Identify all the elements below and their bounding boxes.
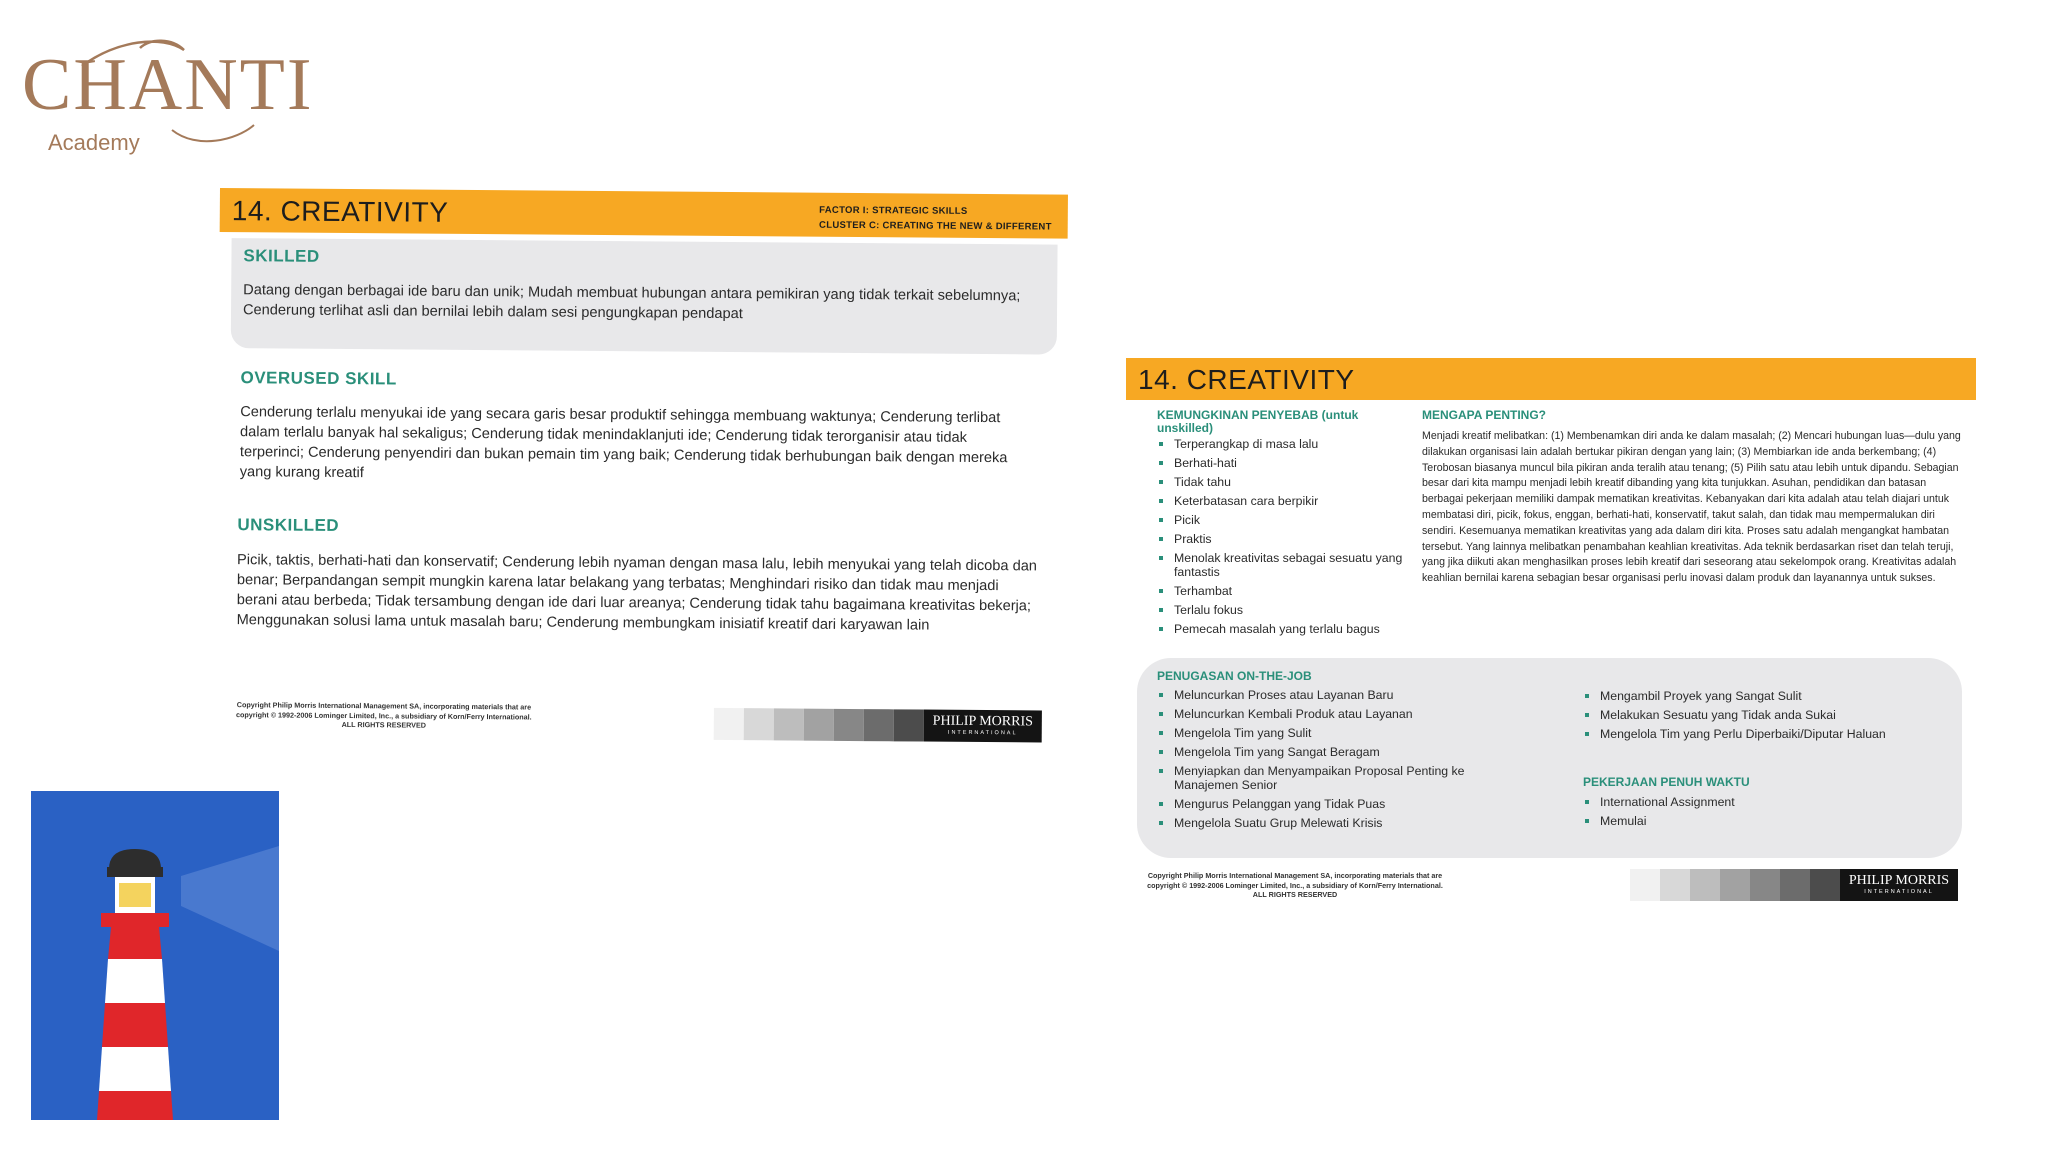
right-copyright-line1: Copyright Philip Morris International Management SA, incorporating materials that are <box>1147 871 1443 880</box>
why-text: Menjadi kreatif melibatkan: (1) Membenamkan diri anda ke dalam masalah; (2) Mencari hubungan luas—dulu yang dilakukan organisasi lain adalah bertukar pikiran dengan yang lain; (3) Membiarkan ide anda berkembang; (4) Terobosan biasanya muncul bila pikiran anda teralih atau tenang; (5) Pilih satu atau lebih untuk dipandu. Sebagian besar dari kita mampu menjadi lebih kreatif dibanding yang kita tunjukkan. Asuhan, pendidikan dan batasan berbagai pekerjaan memiliki dampak mematikan kreativitas. Kebanyakan dari kita adalah atau telah diajari untuk membatasi diri, picik, fokus, enggan, berhati-hati, konservatif, takut salah, dan tidak mau mempermalukan diri sendiri. Kesemuanya mematikan kreativitas yang ada dalam diri kita. Proses satu adalah mengangkat hambatan tersebut. Yang lainnya melibatkan penambahan keahlian kreativitas. Ada teknik berdasarkan riset dan telah teruji, yang jika diikuti akan menghasilkan proses lebih kreatif dari seseorang atau sekelompok orang. Kreativitas adalah keahlian bernilai karena sebagian besar organisasi perlu inovasi dalam produk dan layanannya untuk sukses. <box>1422 430 1961 585</box>
list-item: Mengelola Tim yang Sulit <box>1157 726 1487 740</box>
list-item: Meluncurkan Proses atau Layanan Baru <box>1157 688 1487 702</box>
fulltime-heading: PEKERJAAN PENUH WAKTU <box>1583 775 1750 789</box>
fulltime-list <box>1583 795 1903 833</box>
causes-list <box>1157 437 1412 641</box>
right-title-banner <box>1126 358 1976 400</box>
logo-sub: Academy <box>48 130 140 155</box>
left-competency-card <box>214 188 1073 755</box>
list-item: Menyiapkan dan Menyampaikan Proposal Penting ke Manajemen Senior <box>1157 764 1487 792</box>
right-card-title: 14. CREATIVITY <box>1138 364 1355 395</box>
right-pm-name: PHILIP MORRIS <box>1848 873 1950 888</box>
left-pm-sub: INTERNATIONAL <box>947 729 1018 737</box>
left-copyright-line3: ALL RIGHTS RESERVED <box>341 719 427 730</box>
list-item: Mengurus Pelanggan yang Tidak Puas <box>1157 797 1487 811</box>
jobs-left-list <box>1157 688 1487 835</box>
list-item: Praktis <box>1157 532 1412 546</box>
list-item: Mengelola Tim yang Perlu Diperbaiki/Diputar Haluan <box>1583 727 1903 741</box>
why-heading: MENGAPA PENTING? <box>1422 408 1547 422</box>
list-item: Mengelola Tim yang Sangat Beragam <box>1157 745 1487 759</box>
list-item: Tidak tahu <box>1157 475 1412 489</box>
list-item: Mengambil Proyek yang Sangat Sulit <box>1583 689 1903 703</box>
jobs-heading: PENUGASAN ON-THE-JOB <box>1157 669 1312 683</box>
unskilled-text: Picik, taktis, berhati-hati dan konservatif; Cenderung lebih nyaman dengan masa lalu, lebih menyukai yang telah dicoba dan benar; Berpandangan sempit mungkin karena latar belakang yang terbatas; Menghindari risiko dan tidak mau menjadi berani atau berbeda; Tidak tersambung dengan ide dari luar areanya; Cenderung tidak tahu bagaimana kreativitas bekerja; Menggunakan solusi lama untuk masalah baru; Cenderung membungkam inisiatif kreatif dari karyawan lain <box>236 552 1038 634</box>
jobs-right-list <box>1583 689 1903 746</box>
right-pm-logo <box>1840 869 1958 901</box>
right-copyright-line2: copyright © 1992-2006 Lominger Limited, Inc., a subsidiary of Korn/Ferry International. <box>1147 880 1443 890</box>
left-copyright-line2: copyright © 1992-2006 Lominger Limited, Inc., a subsidiary of Korn/Ferry International. <box>235 709 532 721</box>
list-item: International Assignment <box>1583 795 1903 809</box>
factor-label: FACTOR I: STRATEGIC SKILLS <box>819 204 968 217</box>
right-copyright-line3: ALL RIGHTS RESERVED <box>1252 890 1338 899</box>
left-title-banner <box>220 188 1068 239</box>
list-item: Pemecah masalah yang terlalu bagus <box>1157 622 1412 636</box>
skilled-heading: SKILLED <box>243 246 320 266</box>
left-pm-logo <box>924 710 1042 743</box>
list-item: Meluncurkan Kembali Produk atau Layanan <box>1157 707 1487 721</box>
list-item: Terhambat <box>1157 584 1412 598</box>
skilled-text: Datang dengan berbagai ide baru dan unik; Mudah membuat hubungan antara pemikiran yang tidak terkait sebelumnya; Cenderung terlihat asli dan bernilai lebih dalam sesi pengungkapan pendapat <box>242 282 1021 323</box>
left-copyright <box>214 700 554 731</box>
list-item: Memulai <box>1583 814 1903 828</box>
list-item: Picik <box>1157 513 1412 527</box>
list-item: Keterbatasan cara berpikir <box>1157 494 1412 508</box>
chanti-academy-logo <box>22 30 322 160</box>
left-card-title: 14. CREATIVITY <box>231 195 449 228</box>
list-item: Terlalu fokus <box>1157 603 1412 617</box>
list-item: Melakukan Sesuatu yang Tidak anda Sukai <box>1583 708 1903 722</box>
left-copyright-line1: Copyright Philip Morris International Management SA, incorporating materials that are <box>236 700 532 712</box>
factor-cluster-label <box>819 203 1052 235</box>
right-philip-morris-bar <box>1630 869 1958 901</box>
list-item: Berhati-hati <box>1157 456 1412 470</box>
right-copyright <box>1125 871 1465 900</box>
causes-heading: KEMUNGKINAN PENYEBAB (untuk unskilled) <box>1157 408 1359 435</box>
right-pm-sub: INTERNATIONAL <box>1864 889 1934 895</box>
overused-heading: OVERUSED SKILL <box>240 368 397 389</box>
cluster-label: CLUSTER C: CREATING THE NEW & DIFFERENT <box>819 219 1052 233</box>
left-philip-morris-bar <box>714 708 1042 743</box>
list-item: Mengelola Suatu Grup Melewati Krisis <box>1157 816 1487 830</box>
left-pm-name: PHILIP MORRIS <box>932 713 1034 730</box>
right-competency-card <box>1125 358 1977 908</box>
logo-word: CHANTI <box>22 44 314 126</box>
overused-text: Cenderung terlalu menyukai ide yang secara garis besar produktif sehingga membuang waktunya; Cenderung terlibat dalam terlalu banyak hal sekaligus; Cenderung tidak menindaklanjuti ide; Cenderung tidak terorganisir atau tidak terperinci; Cenderung penyendiri dan bukan pemain tim yang baik; Cenderung tidak berhubungan baik dengan mereka yang kurang kreatif <box>239 404 1008 482</box>
list-item: Terperangkap di masa lalu <box>1157 437 1412 451</box>
list-item: Menolak kreativitas sebagai sesuatu yang fantastis <box>1157 551 1412 579</box>
lighthouse-illustration <box>31 791 279 1120</box>
unskilled-heading: UNSKILLED <box>237 515 340 535</box>
